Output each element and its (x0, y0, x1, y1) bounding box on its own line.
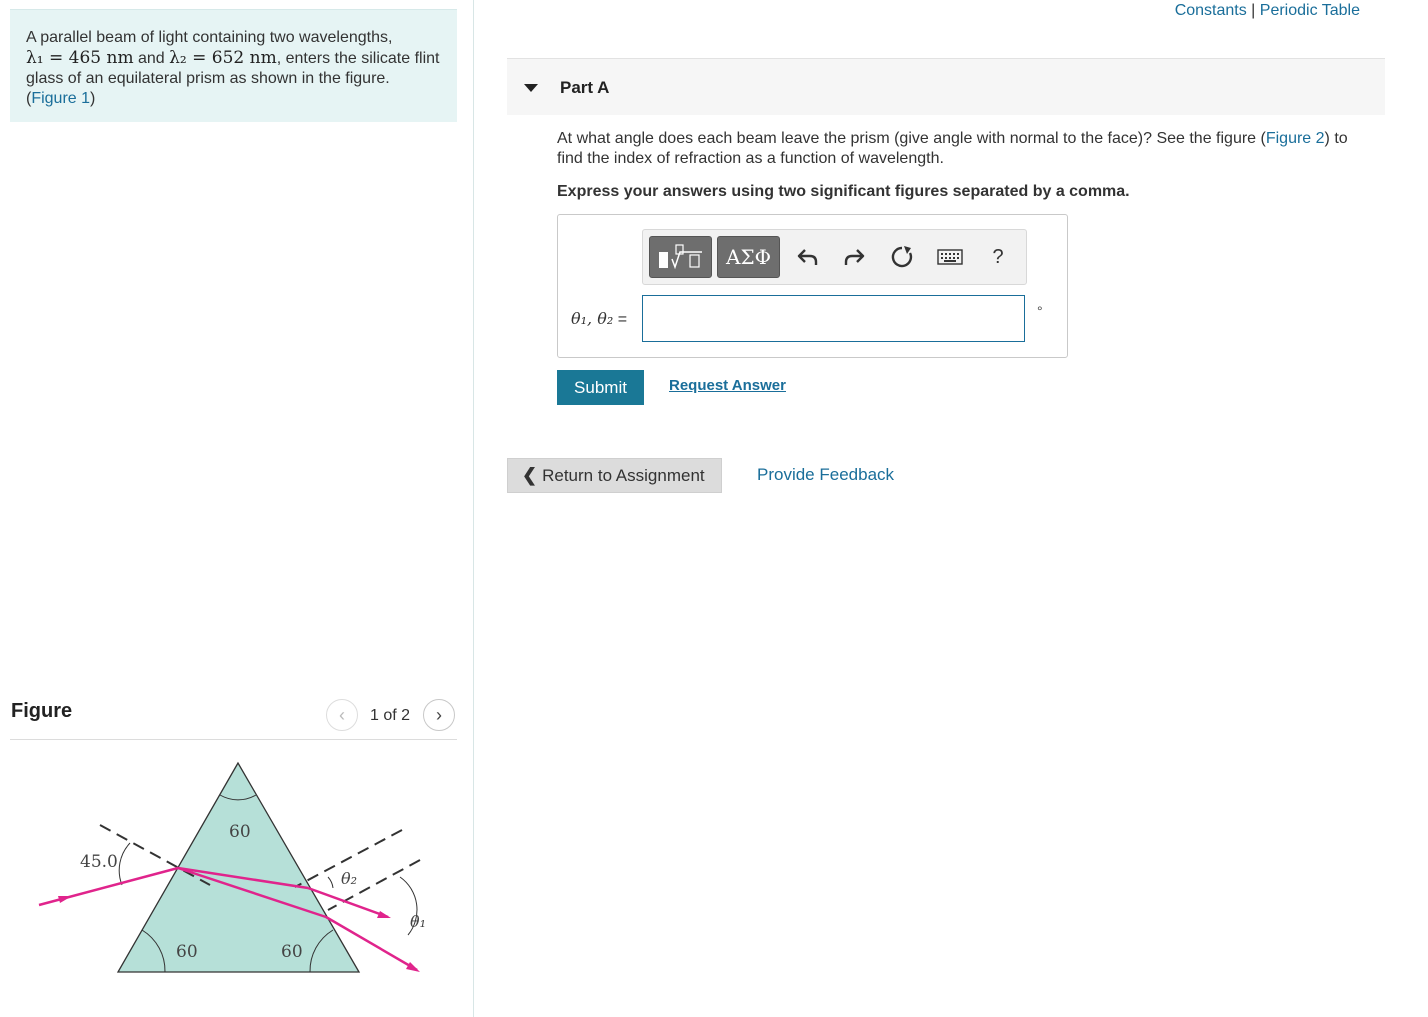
figure2-link[interactable]: Figure 2 (1265, 130, 1325, 147)
incident-ray-arrow (58, 896, 72, 903)
figure-title: Figure (11, 700, 73, 722)
redo-button[interactable] (836, 238, 872, 276)
constants-link[interactable]: Constants (1174, 2, 1247, 19)
answer-variable: θ₁, θ₂ (571, 309, 614, 328)
part-title: Part A (560, 78, 610, 97)
templates-button[interactable] (649, 236, 712, 278)
theta2-angle-arc (328, 877, 333, 888)
lambda2-value: λ₂ = 652 nm (169, 48, 277, 68)
figure1-link[interactable]: Figure 1 (31, 90, 91, 107)
figure-link-open: ( (26, 90, 32, 107)
chevron-left-icon: ‹ (339, 704, 345, 725)
incidence-angle-label: 45.0 (80, 852, 118, 872)
request-answer-link[interactable]: Request Answer (669, 377, 786, 394)
incidence-angle-arc (119, 843, 130, 885)
collapse-caret-icon[interactable] (524, 84, 538, 92)
return-label: Return to Assignment (542, 465, 705, 485)
theta1-label: θ₁ (410, 912, 427, 931)
keyboard-button[interactable] (932, 238, 968, 276)
degree-unit: ° (1037, 303, 1043, 319)
reset-icon (890, 245, 914, 269)
keyboard-icon (937, 249, 963, 265)
problem-intro (10, 9, 457, 122)
templates-icon (656, 243, 706, 271)
intro-text-rest: , enters the silicate flint glass of an equilateral prism as shown in the figure. (26, 50, 440, 87)
lambda1-value: λ₁ = 465 nm (26, 48, 134, 68)
left-base-angle-label: 60 (176, 942, 198, 962)
answer-box (557, 214, 1068, 358)
question-text-a: At what angle does each beam leave the prism (give angle with normal to the face)? See the figure ( (557, 130, 1266, 147)
help-button[interactable]: ? (992, 245, 1004, 268)
intro-text-line1: A parallel beam of light containing two wavelengths, (26, 29, 393, 46)
question-text-b: ) to find the index of refraction as a function of wavelength. (557, 130, 1348, 167)
answer-instruction: Express your answers using two significant figures separated by a comma. (557, 183, 1130, 200)
part-a-header[interactable] (507, 58, 1385, 115)
greek-symbols-button[interactable]: ΑΣΦ (717, 236, 780, 278)
chevron-left-icon: ❮ (522, 465, 538, 485)
chevron-right-icon: › (436, 704, 442, 725)
column-divider (473, 0, 474, 1017)
theta2-label: θ₂ (341, 869, 358, 888)
undo-icon (797, 247, 819, 267)
prism-figure (30, 755, 440, 985)
exit-ray-1-arrow (377, 911, 391, 918)
apex-angle-label: 60 (229, 822, 251, 842)
header-links (1175, 2, 1360, 20)
figure-counter: 1 of 2 (370, 707, 411, 724)
intro-and: and (133, 50, 170, 67)
periodic-table-link[interactable]: Periodic Table (1259, 2, 1360, 19)
answer-variable-label (571, 309, 627, 329)
right-base-angle-label: 60 (281, 942, 303, 962)
reset-button[interactable] (884, 238, 920, 276)
redo-icon (843, 247, 865, 267)
figure-prev-button[interactable] (326, 699, 358, 731)
submit-button[interactable]: Submit (557, 370, 644, 405)
header-link-separator: | (1246, 2, 1260, 19)
return-to-assignment-button[interactable] (507, 458, 722, 493)
math-toolbar (642, 229, 1027, 285)
figure-link-close: ) (90, 90, 96, 107)
answer-equals: = (613, 311, 628, 328)
undo-button[interactable] (790, 238, 826, 276)
provide-feedback-link[interactable]: Provide Feedback (757, 465, 895, 484)
question-text (557, 129, 1377, 169)
figure-header (10, 696, 457, 740)
figure-next-button[interactable] (423, 699, 455, 731)
answer-input[interactable] (642, 295, 1025, 342)
